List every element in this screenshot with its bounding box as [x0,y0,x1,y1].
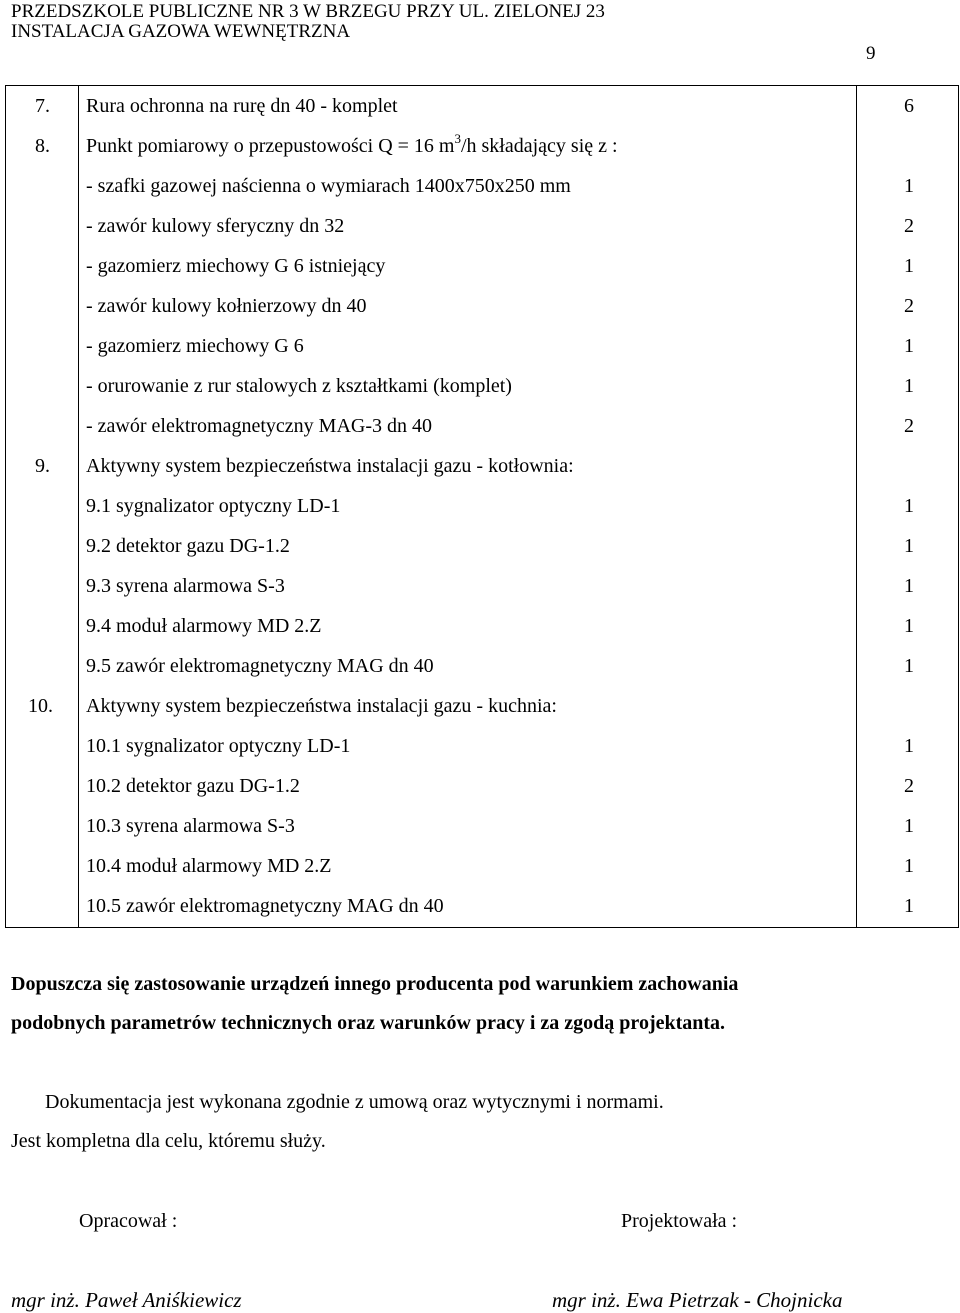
table-row [6,726,957,766]
item-description: 10.2 detektor gazu DG-1.2 [86,775,300,797]
table-row [6,286,957,326]
item-description: 9.5 zawór elektromagnetyczny MAG dn 40 [86,655,434,677]
table-row [6,806,957,846]
documentation-statement-line-2: Jest kompletna dla celu, któremu służy. [11,1130,326,1152]
table-row [6,406,957,446]
table-row [6,446,957,486]
item-description: - zawór kulowy sferyczny dn 32 [86,215,345,237]
item-description: - szafki gazowej naścienna o wymiarach 1400x750x250 mm [86,175,571,197]
item-description: 9.1 sygnalizator optyczny LD-1 [86,495,341,517]
item-quantity: 1 [904,855,914,877]
item-quantity: 2 [904,775,914,797]
item-description: Rura ochronna na rurę dn 40 - komplet [86,95,398,117]
item-description: 10.3 syrena alarmowa S-3 [86,815,295,837]
table-row [6,206,957,246]
table-row [6,166,957,206]
item-quantity: 1 [904,735,914,757]
superscript-exponent: 3 [454,131,461,146]
document-header-subtitle: INSTALACJA GAZOWA WEWNĘTRZNA [11,21,351,42]
item-quantity: 6 [904,95,914,117]
table-row [6,246,957,286]
table-row [6,486,957,526]
table-row [6,366,957,406]
item-description: - gazomierz miechowy G 6 [86,335,304,357]
item-quantity: 1 [904,895,914,917]
item-description: 10.1 sygnalizator optyczny LD-1 [86,735,351,757]
item-description: 9.4 moduł alarmowy MD 2.Z [86,615,322,637]
item-number: 10. [28,695,53,717]
documentation-statement-line-1: Dokumentacja jest wykonana zgodnie z umową oraz wytycznymi i normami. [45,1091,664,1113]
item-quantity: 2 [904,215,914,237]
item-description: Aktywny system bezpieczeństwa instalacji gazu - kuchnia: [86,695,557,717]
prepared-by-name: mgr inż. Paweł Aniśkiewicz [11,1288,242,1312]
items-table [5,85,959,928]
item-quantity: 2 [904,295,914,317]
page-number: 9 [866,43,876,64]
item-quantity: 1 [904,175,914,197]
item-description-text: Punkt pomiarowy o przepustowości Q = 16 m [86,135,455,157]
item-quantity: 1 [904,255,914,277]
item-description: 9.2 detektor gazu DG-1.2 [86,535,290,557]
table-row [6,686,957,726]
table-row [6,606,957,646]
equivalence-note-line-1: Dopuszcza się zastosowanie urządzeń innego producenta pod warunkiem zachowania [11,973,739,995]
item-quantity: 1 [904,495,914,517]
item-quantity: 1 [904,615,914,637]
prepared-by-label: Opracował : [79,1210,178,1232]
table-row [6,86,957,126]
item-description: 10.4 moduł alarmowy MD 2.Z [86,855,332,877]
table-row [6,126,957,166]
item-quantity: 1 [904,655,914,677]
item-quantity: 2 [904,415,914,437]
item-description: - gazomierz miechowy G 6 istniejący [86,255,386,277]
table-row [6,646,957,686]
item-number: 8. [35,135,50,157]
item-quantity: 1 [904,575,914,597]
item-description: Aktywny system bezpieczeństwa instalacji gazu - kotłownia: [86,455,574,477]
item-quantity: 1 [904,535,914,557]
table-row [6,886,957,926]
table-row [6,526,957,566]
item-description: - zawór elektromagnetyczny MAG-3 dn 40 [86,415,432,437]
item-description: 10.5 zawór elektromagnetyczny MAG dn 40 [86,895,444,917]
item-description: 9.3 syrena alarmowa S-3 [86,575,285,597]
item-quantity: 1 [904,815,914,837]
item-quantity: 1 [904,375,914,397]
item-description: - zawór kulowy kołnierzowy dn 40 [86,295,367,317]
document-header-title: PRZEDSZKOLE PUBLICZNE NR 3 W BRZEGU PRZY UL. ZIELONEJ 23 [11,1,605,22]
designed-by-name: mgr inż. Ewa Pietrzak - Chojnicka [552,1288,843,1312]
item-number: 9. [35,455,50,477]
item-number: 7. [35,95,50,117]
table-row [6,566,957,606]
table-row [6,326,957,366]
item-description-text-end: /h składający się z : [460,135,618,157]
item-description: - orurowanie z rur stalowych z kształtkami (komplet) [86,375,512,397]
table-row [6,846,957,886]
table-row [6,766,957,806]
designed-by-label: Projektowała : [621,1210,738,1232]
item-quantity: 1 [904,335,914,357]
equivalence-note-line-2: podobnych parametrów technicznych oraz warunków pracy i za zgodą projektanta. [11,1012,726,1034]
item-description [86,126,618,166]
